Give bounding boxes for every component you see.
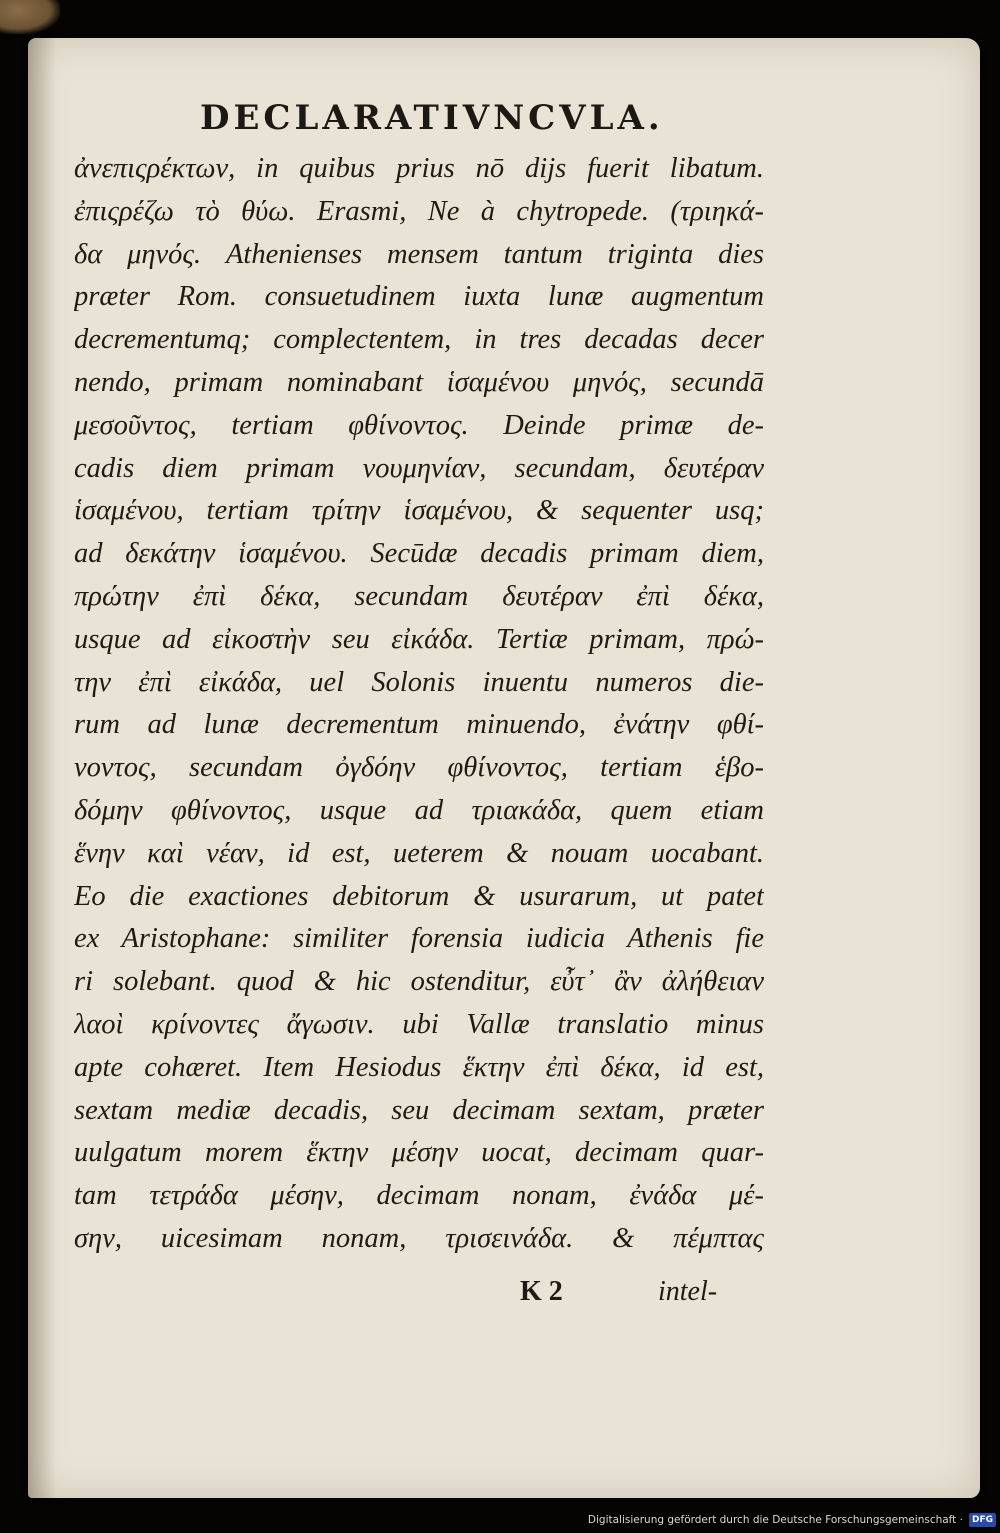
text-line: decrementumq; complectentem, in tres decadas decer <box>74 324 764 356</box>
body-text <box>74 148 764 1261</box>
running-head: DECLARATIVNCVLA. <box>200 98 664 138</box>
dfg-logo-icon: DFG <box>969 1513 996 1527</box>
text-line: λαοὶ κρίνοντες ἄγωσιν. ubi Vallæ translatio minus <box>74 1008 764 1040</box>
text-line: πρώτην ἐπὶ δέκα, secundam δευτέραν ἐπὶ δέκα, <box>74 580 764 612</box>
text-line: νοντος, secundam ὀγδόην φθίνοντος, tertiam ἑβο- <box>74 752 764 784</box>
text-line: ἀνεπιςρέκτων, in quibus prius nō dijs fuerit libatum. <box>74 153 764 184</box>
text-line: usque ad εἰκοστὴν seu εἰκάδα. Tertiæ primam, πρώ- <box>74 623 764 655</box>
text-line: ad δεκάτην ἱσαμένου. Secūdæ decadis primam diem, <box>74 538 764 570</box>
binding-stain <box>0 0 60 34</box>
signature-mark: K 2 <box>520 1276 563 1307</box>
page-gutter-shadow <box>28 38 56 1498</box>
funding-credit: Digitalisierung gefördert durch die Deutsche Forschungsgemeinschaft · <box>587 1514 963 1526</box>
text-line: sextam mediæ decadis, seu decimam sextam, præter <box>74 1094 764 1126</box>
text-line: ἕνην καὶ νέαν, id est, ueterem & nouam uocabant. <box>74 837 764 869</box>
text-line: ex Aristophane: similiter forensia iudicia Athenis fie <box>74 923 764 955</box>
text-line: μεσοῦντος, tertiam φθίνοντος. Deinde primæ de- <box>74 409 764 441</box>
text-line: uulgatum morem ἕκτην μέσην uocat, decimam quar- <box>74 1137 764 1169</box>
text-line: δα μηνός. Athenienses mensem tantum triginta dies <box>74 238 764 270</box>
digitization-footer <box>587 1507 1000 1533</box>
text-line: ἱσαμένου, tertiam τρίτην ἱσαμένου, & sequenter usq; <box>74 495 764 527</box>
text-line: cadis diem primam νουμηνίαν, secundam, δευτέραν <box>74 452 764 484</box>
text-line: ri solebant. quod & hic ostenditur, εὖτ᾽ ἂν ἀλήθειαν <box>74 966 764 998</box>
text-line: Eo die exactiones debitorum & usurarum, ut patet <box>74 880 764 912</box>
text-line: nendo, primam nominabant ἱσαμένου μηνός, secundā <box>74 366 764 398</box>
text-line: την ἐπὶ εἰκάδα, uel Solonis inuentu numeros die- <box>74 666 764 698</box>
text-line: δόμην φθίνοντος, usque ad τριακάδα, quem etiam <box>74 794 764 826</box>
text-line: rum ad lunæ decrementum minuendo, ἐνάτην φθί- <box>74 709 764 741</box>
text-line: apte cohæret. Item Hesiodus ἕκτην ἐπὶ δέκα, id est, <box>74 1051 764 1083</box>
text-line: σην, uicesimam nonam, τρισεινάδα. & πέμπτας <box>74 1222 764 1254</box>
text-line: præter Rom. consuetudinem iuxta lunæ augmentum <box>74 281 764 313</box>
text-line: tam τετράδα μέσην, decimam nonam, ἐνάδα μέ- <box>74 1180 764 1212</box>
text-line: ἐπιςρέζω τὸ θύω. Erasmi, Ne à chytropede. (τριηκά- <box>74 195 764 227</box>
catchword: intel- <box>658 1276 718 1307</box>
